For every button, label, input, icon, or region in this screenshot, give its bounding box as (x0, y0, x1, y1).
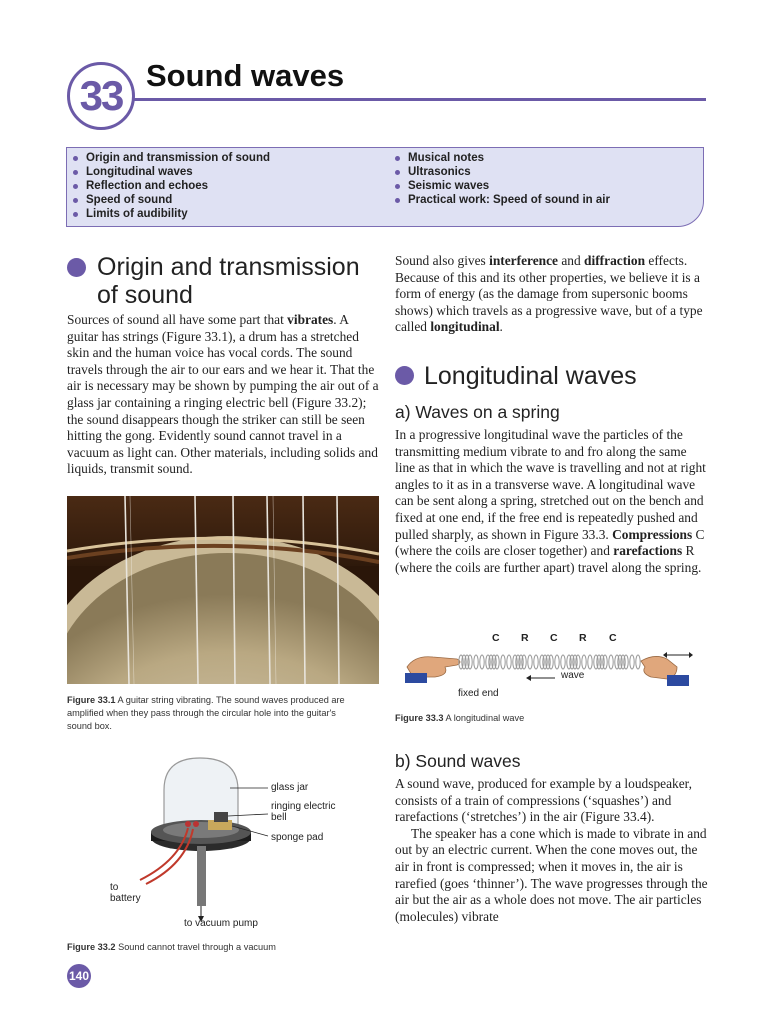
label-ringing-bell: ringing electric (271, 801, 336, 812)
spring-coil (555, 655, 559, 669)
page-number: 140 (67, 964, 91, 988)
bullet-icon (73, 170, 78, 175)
label-r: R (521, 632, 529, 644)
guitar-photo-image (67, 496, 379, 684)
spring-coil (534, 655, 538, 669)
spring-coil (495, 655, 499, 669)
spring-coil (588, 655, 592, 669)
chapter-number-badge: 33 (67, 62, 135, 130)
spring-coil (624, 655, 628, 669)
topics-list-left (73, 151, 270, 221)
subheading-waves-on-spring: a) Waves on a spring (395, 402, 560, 422)
label-fixed-end: fixed end (458, 688, 499, 699)
subheading-sound-waves: b) Sound waves (395, 751, 521, 771)
bell-jar-diagram (100, 750, 370, 935)
label-sponge-pad: sponge pad (271, 832, 324, 843)
spring-coil (609, 655, 613, 669)
bullet-icon (395, 170, 400, 175)
spring-coil (582, 655, 586, 669)
topic-item[interactable]: Reflection and echoes (73, 179, 270, 193)
bullet-icon (395, 184, 400, 189)
bullet-icon (73, 184, 78, 189)
section-bullet-icon (395, 366, 414, 385)
section-bullet-icon (67, 258, 86, 277)
label-c: C (492, 632, 500, 644)
spring-coil (507, 655, 511, 669)
topic-item[interactable]: Ultrasonics (395, 165, 610, 179)
label-battery: battery (110, 893, 141, 904)
label-to-battery: to (110, 882, 119, 893)
topic-item[interactable]: Longitudinal waves (73, 165, 270, 179)
figure-33-2-caption: Figure 33.2 Sound cannot travel through a vacuum (67, 942, 276, 952)
spring-coil (528, 655, 532, 669)
spring-coil (474, 655, 478, 669)
label-vacuum-pump: to vacuum pump (184, 918, 258, 929)
spring-coil (468, 655, 472, 669)
topics-list-right (395, 151, 610, 207)
label-r: R (579, 632, 587, 644)
topic-item[interactable]: Musical notes (395, 151, 610, 165)
bullet-icon (395, 156, 400, 161)
bullet-icon (395, 198, 400, 203)
topics-box (66, 147, 704, 227)
topic-item[interactable]: Speed of sound (73, 193, 270, 207)
section-heading-longitudinal: Longitudinal waves (424, 362, 637, 390)
spring-illustration (405, 645, 705, 695)
spring-coil (603, 655, 607, 669)
spring-coil (561, 655, 565, 669)
bullet-icon (73, 198, 78, 203)
topic-item[interactable]: Practical work: Speed of sound in air (395, 193, 610, 207)
intro-paragraph: Sound also gives interference and diffraction effects. Because of this and its other properties, we believe it is a form of energy (as the damage from supersonic booms shows) which travels as a progressive wave, but of a type called longitudinal. (395, 253, 703, 335)
spring-coil (522, 655, 526, 669)
spring-coil (501, 655, 505, 669)
spring-coil (549, 655, 553, 669)
chapter-title: Sound waves (146, 58, 345, 93)
topic-item[interactable]: Seismic waves (395, 179, 610, 193)
figure-33-1-caption: Figure 33.1 A guitar string vibrating. The sound waves produced are amplified when they pass through the circular hole into the guitar's sound box. (67, 695, 345, 731)
bullet-icon (73, 212, 78, 217)
guitar-photo (67, 496, 379, 684)
label-glass-jar: glass jar (271, 782, 309, 793)
topic-item[interactable]: Origin and transmission of sound (73, 151, 270, 165)
label-c: C (550, 632, 558, 644)
label-c: C (609, 632, 617, 644)
bell-jar-illustration (100, 750, 370, 935)
origin-paragraph: Sources of sound all have some part that vibrates. A guitar has strings (Figure 33.1), a drum has a stretched skin and the human voice has vocal cords. The sound travels through the air to our ears and we hear it. That the air is necessary may be shown by pumping the air out of a glass jar containing a ringing electric bell (Figure 33.2); the sound disappears though the striker can still be seen hitting the gong. Evidently sound cannot travel in a vacuum as light can. Other materials, including solids and liquids, transmit sound. (67, 312, 379, 477)
title-rule (128, 98, 706, 101)
figure-33-3-caption: Figure 33.3 A longitudinal wave (395, 713, 525, 723)
topic-item[interactable]: Limits of audibility (73, 207, 270, 221)
spring-coil (576, 655, 580, 669)
section-heading-origin: Origin and transmission of sound (97, 253, 360, 309)
spring-coil (630, 655, 634, 669)
spring-diagram (405, 645, 705, 695)
bullet-icon (73, 156, 78, 161)
label-ringing-bell-2: bell (271, 812, 287, 823)
spring-paragraph: In a progressive longitudinal wave the particles of the transmitting medium vibrate to and fro along the same line as that in which the wave is travelling and not at right angles to it as in a transverse wave. A longitudinal wave can be sent along a spring, stretched out on the bench and fixed at one end, if the free end is repeatedly pushed and pulled sharply, as shown in Figure 33.3. Compressions C (where the coils are closer together) and rarefactions R (where the coils are further apart) travel along the spring. (395, 427, 706, 575)
spring-coil (480, 655, 484, 669)
sound-waves-paragraph: A sound wave, produced for example by a loudspeaker, consists of a train of compressions (‘squashes’) and rarefactions (‘stretches’) in the air (Figure 33.4). The speaker has a cone which is made to vibrate in and out by an electric current. When the cone moves out, the air in front is compressed; when it moves in, the air is rarefied (goes ‘thinner’). The wave progresses through the air but the air as a whole does not move. The air particles (molecules) vibrate (395, 776, 708, 924)
spring-coil (636, 655, 640, 669)
label-wave: wave (561, 670, 585, 681)
